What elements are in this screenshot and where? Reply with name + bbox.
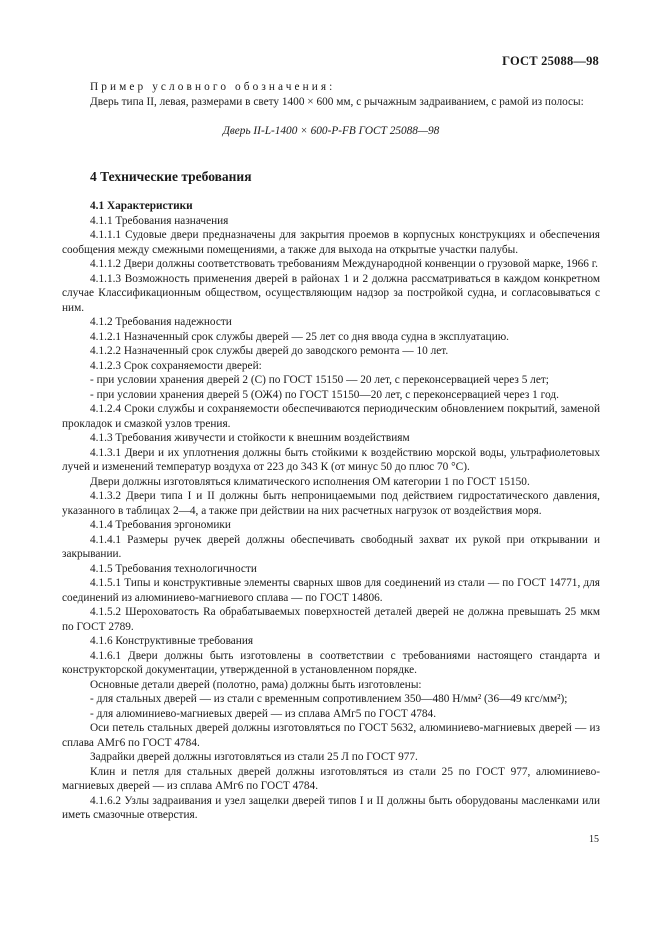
example-caption: Пример условного обозначения: bbox=[90, 81, 336, 93]
section-heading: 4 Технические требования bbox=[90, 168, 252, 184]
paragraph: 4.1.6 Конструктивные требования bbox=[90, 635, 254, 647]
list-item: - при условии хранения дверей 2 (С) по ГОСТ 15150 — 20 лет, с переконсервацией через 5 лет; bbox=[90, 374, 549, 386]
paragraph: 4.1.5.2 Шероховатость Ra обрабатываемых поверхностей деталей дверей не должна превышать 25 мкм по ГОСТ 2789. bbox=[62, 606, 600, 633]
paragraph: Оси петель стальных дверей должны изготовляться по ГОСТ 5632, алюминиево-магниевых дверей — из сплава АМг6 по ГОСТ 4784. bbox=[62, 722, 600, 749]
subsection-heading: 4.1 Характеристики bbox=[90, 200, 193, 212]
paragraph: 4.1.5.1 Типы и конструктивные элементы сварных швов для соединений из стали — по ГОСТ 14771, для соединений из алюминиево-магниевого сплава — по ГОСТ 14806. bbox=[62, 577, 600, 604]
paragraph: 4.1.2.2 Назначенный срок службы дверей до заводского ремонта — 10 лет. bbox=[90, 345, 449, 357]
paragraph: 4.1.2.3 Срок сохраняемости дверей: bbox=[90, 359, 262, 372]
paragraph: 4.1.2 Требования надежности bbox=[90, 316, 232, 328]
paragraph: 4.1.2.4 Сроки службы и сохраняемости обеспечиваются периодическим обновлением покрытий, заменой прокладок и смазкой узлов трения. bbox=[62, 403, 600, 430]
paragraph: 4.1.6.1 Двери должны быть изготовлены в соответствии с требованиями настоящего стандарта и конструкторской документации, утвержденной в установленном порядке. bbox=[62, 649, 600, 676]
paragraph: 4.1.1.2 Двери должны соответствовать требованиям Международной конвенции о грузовой марке, 1966 г. bbox=[90, 258, 598, 270]
paragraph: 4.1.5 Требования технологичности bbox=[90, 562, 257, 575]
paragraph: 4.1.1.3 Возможность применения дверей в районах 1 и 2 должна рассматриваться в каждом конкретном случае Классификационным обществом, осуществляющим надзор за постройкой судна, и согласовываться с ним. bbox=[62, 272, 600, 314]
paragraph: Основные детали дверей (полотно, рама) должны быть изготовлены: bbox=[90, 678, 422, 691]
paragraph: 4.1.3.1 Двери и их уплотнения должны быть стойкими к воздействию морской воды, ультрафиолетовых лучей и изменений температур воздуха от 223 до 343 К (от минус 50 до плюс 70 °С). bbox=[62, 446, 600, 473]
paragraph: Задрайки дверей должны изготовляться из стали 25 Л по ГОСТ 977. bbox=[90, 751, 418, 763]
paragraph: 4.1.4.1 Размеры ручек дверей должны обеспечивать свободный захват их рукой при открывании и закрывании. bbox=[62, 533, 600, 560]
paragraph: 4.1.2.1 Назначенный срок службы дверей — 25 лет со дня ввода судна в эксплуатацию. bbox=[90, 330, 509, 343]
paragraph: 4.1.3.2 Двери типа I и II должны быть непроницаемыми под действием гидростатического давления, указанного в таблицах 2—4, а также при действии на них расчетных нагрузок от воздействия моря. bbox=[62, 490, 600, 517]
paragraph: 4.1.1.1 Судовые двери предназначены для закрытия проемов в корпусных конструкциях и обеспечения сообщения между смежными помещениями, а также для выхода на открытые участки палубы. bbox=[62, 229, 600, 256]
paragraph: 4.1.4 Требования эргономики bbox=[90, 519, 231, 531]
paragraph: 4.1.3 Требования живучести и стойкости к внешним воздействиям bbox=[90, 432, 410, 444]
page-number: 15 bbox=[589, 834, 599, 845]
list-item: - для алюминиево-магниевых дверей — из сплава АМг5 по ГОСТ 4784. bbox=[90, 707, 437, 720]
paragraph: Клин и петля для стальных дверей должны изготовляться из стали 25 по ГОСТ 977, алюминиево-магниевых дверей — из сплава АМг6 по ГОСТ 4784. bbox=[62, 765, 600, 792]
list-item: - для стальных дверей — из стали с временным сопротивлением 350—480 Н/мм² (36—49 кгс/мм²); bbox=[90, 693, 568, 705]
example-text: Дверь типа II, левая, размерами в свету 1400 × 600 мм, с рычажным задраиванием, с рамой из полосы: bbox=[90, 95, 584, 108]
document-id-header: ГОСТ 25088—98 bbox=[502, 54, 599, 68]
example-designation: Дверь II-L-1400 × 600-P-FB ГОСТ 25088—98 bbox=[222, 125, 440, 137]
paragraph: 4.1.1 Требования назначения bbox=[90, 214, 229, 227]
paragraph: 4.1.6.2 Узлы задраивания и узел защелки дверей типов I и II должны быть оборудованы масленками или иметь смазочные отверстия. bbox=[62, 794, 600, 821]
page-body bbox=[62, 80, 600, 823]
paragraph: Двери должны изготовляться климатического исполнения ОМ категории 1 по ГОСТ 15150. bbox=[90, 475, 530, 488]
list-item: - при условии хранения дверей 5 (ОЖ4) по ГОСТ 15150—20 лет, с переконсервацией через 1 год. bbox=[90, 388, 559, 401]
